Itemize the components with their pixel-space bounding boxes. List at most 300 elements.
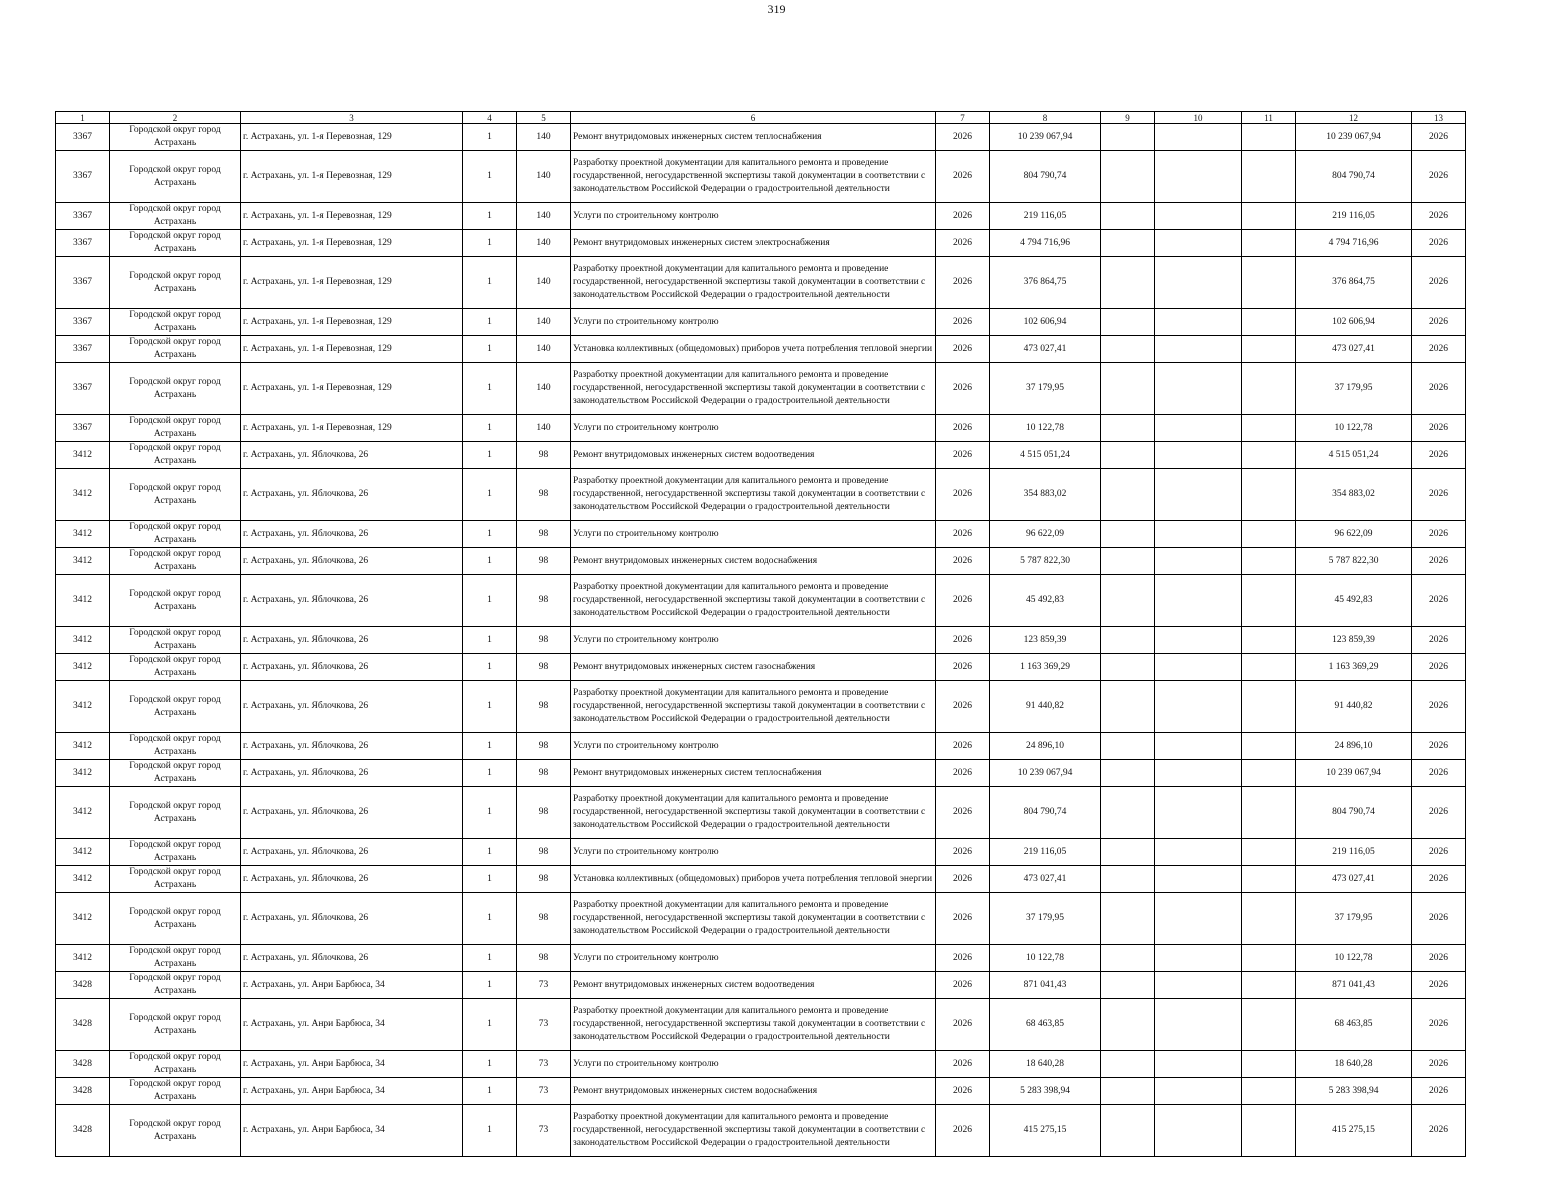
col11-cell: [1242, 1105, 1296, 1157]
house-id-cell: 3428: [56, 1105, 110, 1157]
cost-cell: 804 790,74: [990, 787, 1101, 839]
col4-cell: 1: [463, 681, 517, 733]
page-number: 319: [767, 2, 786, 16]
table-row: [56, 363, 1466, 415]
col4-cell: 1: [463, 548, 517, 575]
col9-cell: [1101, 787, 1155, 839]
address-cell: г. Астрахань, ул. Яблочкова, 26: [241, 442, 463, 469]
total-cost-cell: 10 239 067,94: [1296, 760, 1412, 787]
work-type-cell: Ремонт внутридомовых инженерных систем водоснабжения: [571, 548, 936, 575]
address-cell: г. Астрахань, ул. 1-я Перевозная, 129: [241, 363, 463, 415]
address-cell: г. Астрахань, ул. 1-я Перевозная, 129: [241, 415, 463, 442]
address-cell: г. Астрахань, ул. 1-я Перевозная, 129: [241, 203, 463, 230]
table-row: [56, 733, 1466, 760]
col9-cell: [1101, 336, 1155, 363]
municipality-cell: Городской округ город Астрахань: [110, 681, 241, 733]
col11-cell: [1242, 681, 1296, 733]
cost-cell: 68 463,85: [990, 999, 1101, 1051]
col11-cell: [1242, 945, 1296, 972]
col9-cell: [1101, 893, 1155, 945]
table-row: [56, 442, 1466, 469]
col10-cell: [1155, 945, 1242, 972]
col10-cell: [1155, 469, 1242, 521]
address-cell: г. Астрахань, ул. Яблочкова, 26: [241, 627, 463, 654]
table-row: [56, 575, 1466, 627]
cost-cell: 96 622,09: [990, 521, 1101, 548]
col9-cell: [1101, 999, 1155, 1051]
total-cost-cell: 10 122,78: [1296, 415, 1412, 442]
year-cell: 2026: [936, 521, 990, 548]
col4-cell: 1: [463, 230, 517, 257]
column-header: 10: [1155, 112, 1242, 124]
year-cell: 2026: [936, 257, 990, 309]
column-header: 5: [517, 112, 571, 124]
address-cell: г. Астрахань, ул. Яблочкова, 26: [241, 681, 463, 733]
total-cost-cell: 219 116,05: [1296, 203, 1412, 230]
table-row: [56, 469, 1466, 521]
col9-cell: [1101, 654, 1155, 681]
col10-cell: [1155, 521, 1242, 548]
col5-cell: 140: [517, 151, 571, 203]
address-cell: г. Астрахань, ул. Яблочкова, 26: [241, 866, 463, 893]
col11-cell: [1242, 760, 1296, 787]
col5-cell: 98: [517, 681, 571, 733]
work-type-cell: Разработку проектной документации для капитального ремонта и проведение государственной, негосударственной экспертизы такой документации в соответствии с законодательством Российской Федерации о градостроительной деятельности: [571, 787, 936, 839]
year-cell: 2026: [936, 151, 990, 203]
work-type-cell: Услуги по строительному контролю: [571, 309, 936, 336]
col5-cell: 98: [517, 548, 571, 575]
year-cell: 2026: [936, 893, 990, 945]
col11-cell: [1242, 203, 1296, 230]
house-id-cell: 3412: [56, 945, 110, 972]
col11-cell: [1242, 548, 1296, 575]
end-year-cell: 2026: [1412, 733, 1466, 760]
col4-cell: 1: [463, 654, 517, 681]
col4-cell: 1: [463, 151, 517, 203]
col9-cell: [1101, 230, 1155, 257]
col10-cell: [1155, 627, 1242, 654]
end-year-cell: 2026: [1412, 654, 1466, 681]
work-type-cell: Разработку проектной документации для капитального ремонта и проведение государственной, негосударственной экспертизы такой документации в соответствии с законодательством Российской Федерации о градостроительной деятельности: [571, 999, 936, 1051]
col4-cell: 1: [463, 521, 517, 548]
col9-cell: [1101, 1051, 1155, 1078]
year-cell: 2026: [936, 415, 990, 442]
col11-cell: [1242, 309, 1296, 336]
col4-cell: 1: [463, 1051, 517, 1078]
col10-cell: [1155, 760, 1242, 787]
cost-cell: 4 794 716,96: [990, 230, 1101, 257]
municipality-cell: Городской округ город Астрахань: [110, 654, 241, 681]
col9-cell: [1101, 548, 1155, 575]
col11-cell: [1242, 415, 1296, 442]
table-row: [56, 654, 1466, 681]
year-cell: 2026: [936, 469, 990, 521]
end-year-cell: 2026: [1412, 787, 1466, 839]
work-type-cell: Разработку проектной документации для капитального ремонта и проведение государственной, негосударственной экспертизы такой документации в соответствии с законодательством Российской Федерации о градостроительной деятельности: [571, 469, 936, 521]
col5-cell: 73: [517, 1105, 571, 1157]
total-cost-cell: 37 179,95: [1296, 363, 1412, 415]
municipality-cell: Городской округ город Астрахань: [110, 309, 241, 336]
cost-cell: 10 239 067,94: [990, 124, 1101, 151]
cost-cell: 1 163 369,29: [990, 654, 1101, 681]
total-cost-cell: 45 492,83: [1296, 575, 1412, 627]
year-cell: 2026: [936, 363, 990, 415]
house-id-cell: 3428: [56, 1051, 110, 1078]
col11-cell: [1242, 230, 1296, 257]
end-year-cell: 2026: [1412, 257, 1466, 309]
address-cell: г. Астрахань, ул. Яблочкова, 26: [241, 521, 463, 548]
cost-cell: 10 122,78: [990, 415, 1101, 442]
col9-cell: [1101, 1105, 1155, 1157]
col9-cell: [1101, 627, 1155, 654]
work-type-cell: Услуги по строительному контролю: [571, 521, 936, 548]
municipality-cell: Городской округ город Астрахань: [110, 363, 241, 415]
year-cell: 2026: [936, 309, 990, 336]
total-cost-cell: 18 640,28: [1296, 1051, 1412, 1078]
year-cell: 2026: [936, 627, 990, 654]
house-id-cell: 3428: [56, 999, 110, 1051]
municipality-cell: Городской округ город Астрахань: [110, 945, 241, 972]
address-cell: г. Астрахань, ул. Яблочкова, 26: [241, 733, 463, 760]
house-id-cell: 3412: [56, 787, 110, 839]
year-cell: 2026: [936, 575, 990, 627]
end-year-cell: 2026: [1412, 230, 1466, 257]
column-header: 3: [241, 112, 463, 124]
col5-cell: 73: [517, 1078, 571, 1105]
end-year-cell: 2026: [1412, 442, 1466, 469]
total-cost-cell: 5 787 822,30: [1296, 548, 1412, 575]
col5-cell: 140: [517, 336, 571, 363]
col11-cell: [1242, 1078, 1296, 1105]
col11-cell: [1242, 972, 1296, 999]
col5-cell: 98: [517, 627, 571, 654]
col11-cell: [1242, 787, 1296, 839]
work-type-cell: Услуги по строительному контролю: [571, 415, 936, 442]
municipality-cell: Городской округ город Астрахань: [110, 230, 241, 257]
year-cell: 2026: [936, 336, 990, 363]
table-row: [56, 257, 1466, 309]
cost-cell: 10 239 067,94: [990, 760, 1101, 787]
municipality-cell: Городской округ город Астрахань: [110, 203, 241, 230]
house-id-cell: 3412: [56, 893, 110, 945]
total-cost-cell: 1 163 369,29: [1296, 654, 1412, 681]
col10-cell: [1155, 999, 1242, 1051]
end-year-cell: 2026: [1412, 363, 1466, 415]
total-cost-cell: 37 179,95: [1296, 893, 1412, 945]
table-row: [56, 151, 1466, 203]
col5-cell: 98: [517, 760, 571, 787]
column-header: 7: [936, 112, 990, 124]
end-year-cell: 2026: [1412, 203, 1466, 230]
municipality-cell: Городской округ город Астрахань: [110, 151, 241, 203]
col11-cell: [1242, 575, 1296, 627]
cost-cell: 37 179,95: [990, 893, 1101, 945]
address-cell: г. Астрахань, ул. 1-я Перевозная, 129: [241, 230, 463, 257]
house-id-cell: 3367: [56, 124, 110, 151]
house-id-cell: 3428: [56, 972, 110, 999]
col11-cell: [1242, 866, 1296, 893]
col9-cell: [1101, 415, 1155, 442]
col9-cell: [1101, 945, 1155, 972]
municipality-cell: Городской округ город Астрахань: [110, 1105, 241, 1157]
col11-cell: [1242, 627, 1296, 654]
municipality-cell: Городской округ город Астрахань: [110, 442, 241, 469]
address-cell: г. Астрахань, ул. Яблочкова, 26: [241, 787, 463, 839]
col5-cell: 98: [517, 654, 571, 681]
work-type-cell: Разработку проектной документации для капитального ремонта и проведение государственной, негосударственной экспертизы такой документации в соответствии с законодательством Российской Федерации о градостроительной деятельности: [571, 575, 936, 627]
work-type-cell: Разработку проектной документации для капитального ремонта и проведение государственной, негосударственной экспертизы такой документации в соответствии с законодательством Российской Федерации о градостроительной деятельности: [571, 363, 936, 415]
total-cost-cell: 102 606,94: [1296, 309, 1412, 336]
cost-cell: 804 790,74: [990, 151, 1101, 203]
col10-cell: [1155, 309, 1242, 336]
col9-cell: [1101, 309, 1155, 336]
col9-cell: [1101, 575, 1155, 627]
end-year-cell: 2026: [1412, 124, 1466, 151]
col9-cell: [1101, 469, 1155, 521]
cost-cell: 415 275,15: [990, 1105, 1101, 1157]
house-id-cell: 3412: [56, 866, 110, 893]
house-id-cell: 3412: [56, 760, 110, 787]
col4-cell: 1: [463, 839, 517, 866]
work-type-cell: Услуги по строительному контролю: [571, 203, 936, 230]
col11-cell: [1242, 257, 1296, 309]
house-id-cell: 3367: [56, 151, 110, 203]
year-cell: 2026: [936, 972, 990, 999]
house-id-cell: 3412: [56, 442, 110, 469]
house-id-cell: 3428: [56, 1078, 110, 1105]
total-cost-cell: 10 122,78: [1296, 945, 1412, 972]
col10-cell: [1155, 548, 1242, 575]
total-cost-cell: 354 883,02: [1296, 469, 1412, 521]
total-cost-cell: 804 790,74: [1296, 151, 1412, 203]
col5-cell: 98: [517, 839, 571, 866]
col10-cell: [1155, 257, 1242, 309]
col10-cell: [1155, 681, 1242, 733]
work-type-cell: Ремонт внутридомовых инженерных систем теплоснабжения: [571, 124, 936, 151]
house-id-cell: 3367: [56, 415, 110, 442]
table-row: [56, 415, 1466, 442]
cost-cell: 91 440,82: [990, 681, 1101, 733]
address-cell: г. Астрахань, ул. 1-я Перевозная, 129: [241, 336, 463, 363]
cost-cell: 123 859,39: [990, 627, 1101, 654]
cost-cell: 871 041,43: [990, 972, 1101, 999]
address-cell: г. Астрахань, ул. Анри Барбюса, 34: [241, 1051, 463, 1078]
col11-cell: [1242, 442, 1296, 469]
end-year-cell: 2026: [1412, 760, 1466, 787]
col10-cell: [1155, 336, 1242, 363]
municipality-cell: Городской округ город Астрахань: [110, 257, 241, 309]
year-cell: 2026: [936, 760, 990, 787]
work-type-cell: Ремонт внутридомовых инженерных систем водоснабжения: [571, 1078, 936, 1105]
col11-cell: [1242, 124, 1296, 151]
col9-cell: [1101, 972, 1155, 999]
house-id-cell: 3367: [56, 336, 110, 363]
house-id-cell: 3367: [56, 203, 110, 230]
cost-cell: 473 027,41: [990, 336, 1101, 363]
cost-cell: 24 896,10: [990, 733, 1101, 760]
column-header: 12: [1296, 112, 1412, 124]
work-type-cell: Ремонт внутридомовых инженерных систем электроснабжения: [571, 230, 936, 257]
table-row: [56, 839, 1466, 866]
col10-cell: [1155, 787, 1242, 839]
col11-cell: [1242, 733, 1296, 760]
col5-cell: 98: [517, 442, 571, 469]
col4-cell: 1: [463, 309, 517, 336]
end-year-cell: 2026: [1412, 548, 1466, 575]
col4-cell: 1: [463, 787, 517, 839]
col5-cell: 98: [517, 733, 571, 760]
address-cell: г. Астрахань, ул. 1-я Перевозная, 129: [241, 309, 463, 336]
end-year-cell: 2026: [1412, 575, 1466, 627]
work-type-cell: Услуги по строительному контролю: [571, 945, 936, 972]
col4-cell: 1: [463, 627, 517, 654]
year-cell: 2026: [936, 230, 990, 257]
address-cell: г. Астрахань, ул. Яблочкова, 26: [241, 893, 463, 945]
col5-cell: 140: [517, 203, 571, 230]
municipality-cell: Городской округ город Астрахань: [110, 1078, 241, 1105]
table-row: [56, 309, 1466, 336]
house-id-cell: 3412: [56, 654, 110, 681]
end-year-cell: 2026: [1412, 521, 1466, 548]
end-year-cell: 2026: [1412, 627, 1466, 654]
end-year-cell: 2026: [1412, 336, 1466, 363]
col10-cell: [1155, 733, 1242, 760]
municipality-cell: Городской округ город Астрахань: [110, 469, 241, 521]
col5-cell: 73: [517, 1051, 571, 1078]
address-cell: г. Астрахань, ул. Анри Барбюса, 34: [241, 972, 463, 999]
table-row: [56, 1078, 1466, 1105]
total-cost-cell: 804 790,74: [1296, 787, 1412, 839]
col5-cell: 140: [517, 230, 571, 257]
col9-cell: [1101, 363, 1155, 415]
col11-cell: [1242, 336, 1296, 363]
municipality-cell: Городской округ город Астрахань: [110, 1051, 241, 1078]
column-header: 6: [571, 112, 936, 124]
col10-cell: [1155, 839, 1242, 866]
end-year-cell: 2026: [1412, 151, 1466, 203]
work-type-cell: Ремонт внутридомовых инженерных систем теплоснабжения: [571, 760, 936, 787]
table-row: [56, 1051, 1466, 1078]
cost-cell: 376 864,75: [990, 257, 1101, 309]
col5-cell: 73: [517, 999, 571, 1051]
municipality-cell: Городской округ город Астрахань: [110, 787, 241, 839]
work-type-cell: Услуги по строительному контролю: [571, 839, 936, 866]
house-id-cell: 3367: [56, 309, 110, 336]
cost-cell: 37 179,95: [990, 363, 1101, 415]
col4-cell: 1: [463, 575, 517, 627]
col10-cell: [1155, 415, 1242, 442]
col10-cell: [1155, 203, 1242, 230]
column-header: 13: [1412, 112, 1466, 124]
col10-cell: [1155, 575, 1242, 627]
table-row: [56, 521, 1466, 548]
cost-cell: 473 027,41: [990, 866, 1101, 893]
col4-cell: 1: [463, 415, 517, 442]
address-cell: г. Астрахань, ул. Яблочкова, 26: [241, 760, 463, 787]
col11-cell: [1242, 654, 1296, 681]
house-id-cell: 3367: [56, 257, 110, 309]
cost-cell: 5 787 822,30: [990, 548, 1101, 575]
cost-cell: 4 515 051,24: [990, 442, 1101, 469]
house-id-cell: 3412: [56, 521, 110, 548]
cost-cell: 219 116,05: [990, 839, 1101, 866]
work-type-cell: Разработку проектной документации для капитального ремонта и проведение государственной, негосударственной экспертизы такой документации в соответствии с законодательством Российской Федерации о градостроительной деятельности: [571, 681, 936, 733]
col10-cell: [1155, 654, 1242, 681]
year-cell: 2026: [936, 203, 990, 230]
address-cell: г. Астрахань, ул. Анри Барбюса, 34: [241, 1105, 463, 1157]
house-id-cell: 3412: [56, 839, 110, 866]
address-cell: г. Астрахань, ул. 1-я Перевозная, 129: [241, 124, 463, 151]
end-year-cell: 2026: [1412, 972, 1466, 999]
year-cell: 2026: [936, 787, 990, 839]
total-cost-cell: 5 283 398,94: [1296, 1078, 1412, 1105]
end-year-cell: 2026: [1412, 469, 1466, 521]
column-header: 11: [1242, 112, 1296, 124]
work-type-cell: Разработку проектной документации для капитального ремонта и проведение государственной, негосударственной экспертизы такой документации в соответствии с законодательством Российской Федерации о градостроительной деятельности: [571, 1105, 936, 1157]
col4-cell: 1: [463, 866, 517, 893]
work-type-cell: Разработку проектной документации для капитального ремонта и проведение государственной, негосударственной экспертизы такой документации в соответствии с законодательством Российской Федерации о градостроительной деятельности: [571, 257, 936, 309]
table-row: [56, 866, 1466, 893]
address-cell: г. Астрахань, ул. Яблочкова, 26: [241, 469, 463, 521]
end-year-cell: 2026: [1412, 866, 1466, 893]
municipality-cell: Городской округ город Астрахань: [110, 839, 241, 866]
col11-cell: [1242, 1051, 1296, 1078]
col11-cell: [1242, 839, 1296, 866]
municipality-cell: Городской округ город Астрахань: [110, 124, 241, 151]
total-cost-cell: 473 027,41: [1296, 866, 1412, 893]
col10-cell: [1155, 363, 1242, 415]
total-cost-cell: 415 275,15: [1296, 1105, 1412, 1157]
table-row: [56, 548, 1466, 575]
col11-cell: [1242, 469, 1296, 521]
col4-cell: 1: [463, 999, 517, 1051]
col5-cell: 140: [517, 363, 571, 415]
total-cost-cell: 68 463,85: [1296, 999, 1412, 1051]
municipality-cell: Городской округ город Астрахань: [110, 575, 241, 627]
col5-cell: 98: [517, 945, 571, 972]
col9-cell: [1101, 733, 1155, 760]
house-id-cell: 3367: [56, 363, 110, 415]
year-cell: 2026: [936, 733, 990, 760]
col9-cell: [1101, 124, 1155, 151]
col10-cell: [1155, 230, 1242, 257]
work-type-cell: Установка коллективных (общедомовых) приборов учета потребления тепловой энергии: [571, 866, 936, 893]
end-year-cell: 2026: [1412, 681, 1466, 733]
col5-cell: 98: [517, 469, 571, 521]
work-type-cell: Услуги по строительному контролю: [571, 1051, 936, 1078]
cost-cell: 354 883,02: [990, 469, 1101, 521]
total-cost-cell: 123 859,39: [1296, 627, 1412, 654]
col5-cell: 73: [517, 972, 571, 999]
col11-cell: [1242, 999, 1296, 1051]
work-type-cell: Услуги по строительному контролю: [571, 627, 936, 654]
col10-cell: [1155, 893, 1242, 945]
col9-cell: [1101, 866, 1155, 893]
work-type-cell: Ремонт внутридомовых инженерных систем газоснабжения: [571, 654, 936, 681]
address-cell: г. Астрахань, ул. Яблочкова, 26: [241, 654, 463, 681]
total-cost-cell: 219 116,05: [1296, 839, 1412, 866]
col9-cell: [1101, 203, 1155, 230]
municipality-cell: Городской округ город Астрахань: [110, 760, 241, 787]
col9-cell: [1101, 442, 1155, 469]
municipality-cell: Городской округ город Астрахань: [110, 336, 241, 363]
total-cost-cell: 871 041,43: [1296, 972, 1412, 999]
col5-cell: 98: [517, 893, 571, 945]
end-year-cell: 2026: [1412, 309, 1466, 336]
column-header: 8: [990, 112, 1101, 124]
col5-cell: 140: [517, 257, 571, 309]
year-cell: 2026: [936, 681, 990, 733]
